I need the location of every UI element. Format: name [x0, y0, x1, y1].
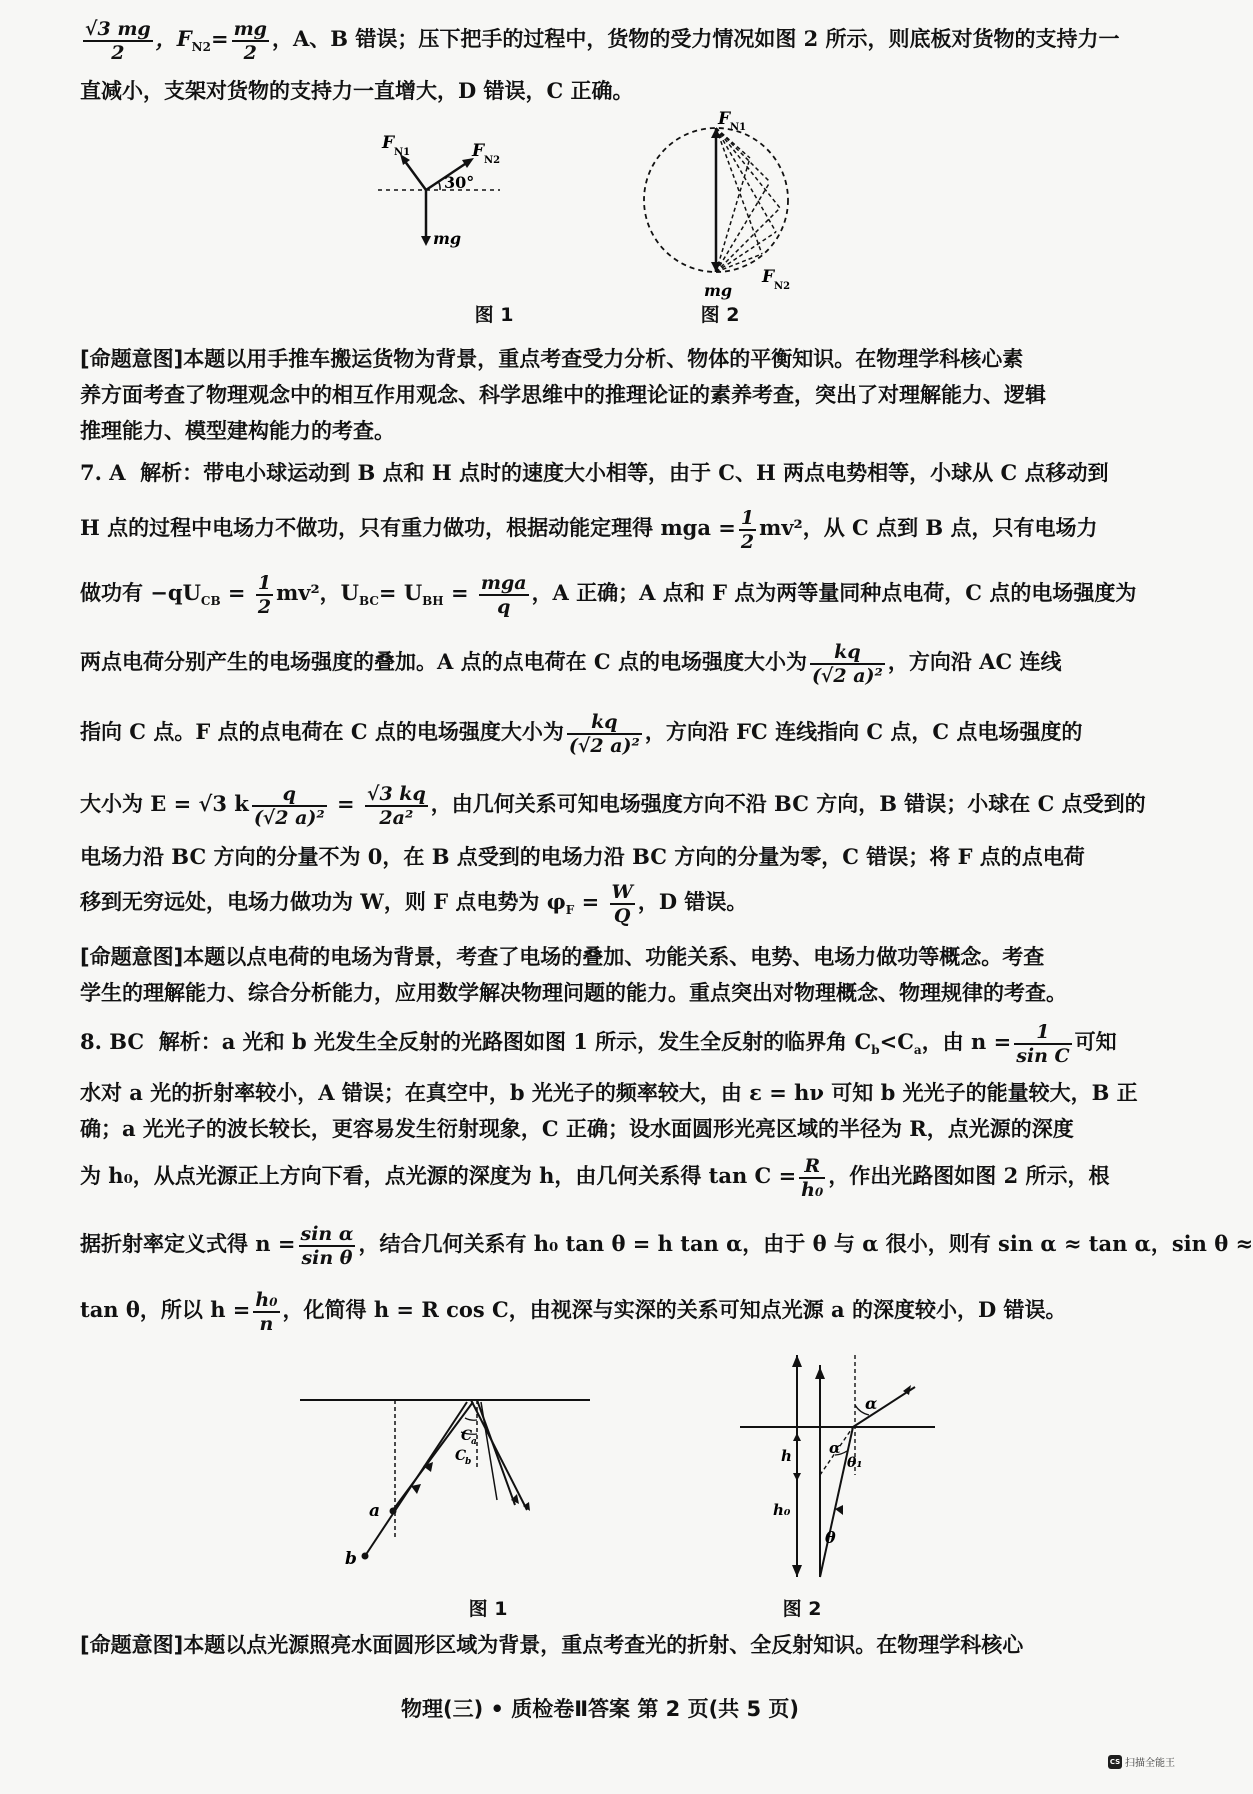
intent-tag: [命题意图]: [80, 347, 184, 371]
total-reflection-fig1: [295, 1360, 595, 1580]
fraction-root3mg-over-2: $\frac{√3 mg}{2}$: [85, 17, 151, 64]
label-theta: θ: [825, 1528, 836, 1547]
q8-line-4: 为 h₀，从点光源正上方向下看，点光源的深度为 h，由几何关系得 tan C = $\frac{R}{\text{h₀}}$ ，作出光路图如图 2 所示，根: [80, 1154, 1110, 1201]
fraction-root3kq-over-2a2: $\frac{√3 kq}{\text{2a²}}$: [366, 782, 426, 829]
fraction-q-over-root2a: $\frac{q}{\text{(√2 a)²}}$: [253, 782, 325, 829]
label-fn2: F: [472, 141, 485, 161]
label-theta1: θ₁: [847, 1455, 863, 1471]
q8-line-6: tan θ，所以 h = $\frac{\text{h₀}}{n}$ ，化简得 h = R cos C，由视深与实深的关系可知点光源 a 的深度较小，D 错误。: [80, 1288, 1067, 1335]
label-mg: mg: [704, 281, 733, 300]
q8-line-3: 确；a 光光子的波长较长，更容易发生衍射现象，C 正确；设水面圆形光亮区域的半径为 R，点光源的深度: [80, 1116, 1074, 1141]
label-angle-30: 30°: [444, 173, 475, 192]
fraction-r-over-h0: $\frac{R}{\text{h₀}}$: [801, 1154, 824, 1201]
label-ca: C: [461, 1428, 473, 1444]
q7-number: 7. A: [80, 460, 126, 485]
fig2-caption-top: 图 2: [700, 304, 740, 326]
page-footer: 物理(三) • 质检卷Ⅱ答案 第 2 页(共 5 页): [400, 1697, 800, 1721]
q7-line-1: 7. A 解析：带电小球运动到 B 点和 H 点时的速度大小相等，由于 C、H 两点电势相等，小球从 C 点移动到: [80, 460, 1109, 485]
q7-line-3: 做功有 $-qU_{CB}$ = $\frac{1}{2}$ mv²，$U_{BC}= U_{BH}$ = $\frac{\text{mga}}{q}$ ，A 正确；A 点和 F 点为两等量同种点电荷，C 点的电场强度为: [80, 571, 1137, 618]
fraction-kq-over-root2a: $\frac{kq}{\text{(√2 a)²}}$: [811, 640, 883, 687]
label-mg: mg: [433, 229, 462, 248]
fraction-h0-over-n: $\frac{\text{h₀}}{n}$: [255, 1288, 278, 1335]
watermark-text: 扫描全能王: [1125, 1758, 1175, 1769]
fig1-caption-bottom: 图 1: [468, 1598, 508, 1620]
label-cb: C: [455, 1448, 467, 1464]
intent-q6-line-2: 养方面考查了物理观念中的相互作用观念、科学思维中的推理论证的素养考查，突出了对理解能力、逻辑: [80, 382, 1046, 407]
intent-q7-line-1: [命题意图]本题以点电荷的电场为背景，考查了电场的叠加、功能关系、电势、电场力做功等概念。考查: [80, 944, 1045, 969]
q8-number: 8. BC: [80, 1029, 145, 1054]
intent-q7-line-2: 学生的理解能力、综合分析能力，应用数学解决物理问题的能力。重点突出对物理概念、物理规律的考查。: [80, 980, 1067, 1005]
label-fn1: F: [718, 109, 731, 129]
svg-text:N2: N2: [774, 281, 791, 292]
label-a: a: [369, 1501, 381, 1521]
label-fn1: F: [382, 133, 395, 153]
label-h0: h₀: [773, 1501, 791, 1519]
intent-tag: [命题意图]: [80, 1633, 184, 1657]
fraction-sina-over-sintheta: $\frac{\text{sin α}}{\text{sin θ}}$: [300, 1222, 354, 1269]
q8-line-1: 8. BC 解析：a 光和 b 光发生全反射的光路图如图 1 所示，发生全反射的临界角 $C_b<C_a$，由 n = $\frac{1}{\text{sin C}}$ 可知: [80, 1020, 1117, 1067]
fraction-w-over-q: $\frac{W}{Q}$: [611, 880, 633, 927]
q7-line-4: 两点电荷分别产生的电场强度的叠加。A 点的点电荷在 C 点的电场强度大小为 $\frac{kq}{\text{(√2 a)²}}$ ，方向沿 AC 连线: [80, 640, 1062, 687]
q8-line-2: 水对 a 光的折射率较小，A 错误；在真空中，b 光光子的频率较大，由 ε = hν 可知 b 光光子的能量较大，B 正: [80, 1080, 1138, 1105]
q7-line-6: 大小为 E = √3 k $\frac{q}{\text{(√2 a)²}}$ = $\frac{√3 kq}{\text{2a²}}$ ，由几何关系可知电场强度方向不沿 BC 方向，B 错误；小球在 C 点受到的: [80, 782, 1146, 829]
q7-line-8: 移到无穷远处，电场力做功为 W，则 F 点电势为 $\varphi_F$ = $\frac{W}{Q}$ ，D 错误。: [80, 880, 748, 927]
fraction-kq-over-root2a: $\frac{kq}{\text{(√2 a)²}}$: [568, 710, 640, 757]
fraction-half: $\frac{1}{2}$: [257, 571, 272, 618]
svg-text:a: a: [471, 1437, 477, 1447]
intent-tag: [命题意图]: [80, 945, 184, 969]
svg-text:b: b: [465, 1457, 472, 1467]
q7-line-7: 电场力沿 BC 方向的分量不为 0，在 B 点受到的电场力沿 BC 方向的分量为零，C 错误；将 F 点的点电荷: [80, 844, 1085, 869]
fraction-1-over-sinc: $\frac{1}{\text{sin C}}$: [1016, 1020, 1070, 1067]
text-line-2: 直减小，支架对货物的支持力一直增大，D 错误，C 正确。: [80, 78, 634, 103]
text-line-1: $\frac{√3 mg}{2}$ ，$F_{N2}=$ $\frac{mg}{2}$ ，A、B 错误；压下把手的过程中，货物的受力情况如图 2 所示，则底板对货物的支持力一: [85, 17, 1120, 64]
fig2-caption-bottom: 图 2: [782, 1598, 822, 1620]
label-b: b: [345, 1549, 357, 1569]
label-alpha-top: α: [865, 1394, 878, 1413]
q8-line-5: 据折射率定义式得 n = $\frac{\text{sin α}}{\text{sin θ}}$ ，结合几何关系有 h₀ tan θ = h tan α，由于 θ 与 α 很小，则有 sin α ≈ tan α，sin θ ≈: [80, 1222, 1253, 1269]
label-fn2: F: [762, 267, 775, 287]
svg-text:N1: N1: [394, 147, 411, 158]
intent-q8-line-1: [命题意图]本题以点光源照亮水面圆形区域为背景，重点考查光的折射、全反射知识。在物理学科核心: [80, 1632, 1024, 1657]
scanner-watermark: [1108, 1754, 1175, 1769]
svg-text:N2: N2: [484, 155, 501, 166]
fig1-caption-top: 图 1: [474, 304, 514, 326]
label-h: h: [781, 1447, 792, 1465]
scanner-logo-icon: CS: [1108, 1755, 1122, 1769]
intent-q6-line-3: 推理能力、模型建构能力的考查。: [80, 418, 395, 443]
refraction-fig2: [735, 1345, 945, 1585]
intent-q6-line-1: [命题意图]本题以用手推车搬运货物为背景，重点考查受力分析、物体的平衡知识。在物理学科核心素: [80, 346, 1024, 371]
fraction-mg-over-2: $\frac{mg}{2}$: [233, 17, 267, 64]
label-alpha: α: [829, 1439, 841, 1457]
fraction-half: $\frac{1}{2}$: [740, 506, 755, 553]
force-diagram-fig1: [370, 118, 570, 288]
svg-text:N1: N1: [730, 122, 747, 133]
force-diagram-fig2: [630, 109, 830, 302]
q7-line-2: H 点的过程中电场力不做功，只有重力做功，根据动能定理得 mga = $\frac{1}{2}$ mv²，从 C 点到 B 点，只有电场力: [80, 506, 1098, 553]
q7-line-5: 指向 C 点。F 点的点电荷在 C 点的电场强度大小为 $\frac{kq}{\text{(√2 a)²}}$ ，方向沿 FC 连线指向 C 点，C 点电场强度的: [80, 710, 1083, 757]
fraction-mga-over-q: $\frac{\text{mga}}{q}$: [480, 571, 527, 618]
